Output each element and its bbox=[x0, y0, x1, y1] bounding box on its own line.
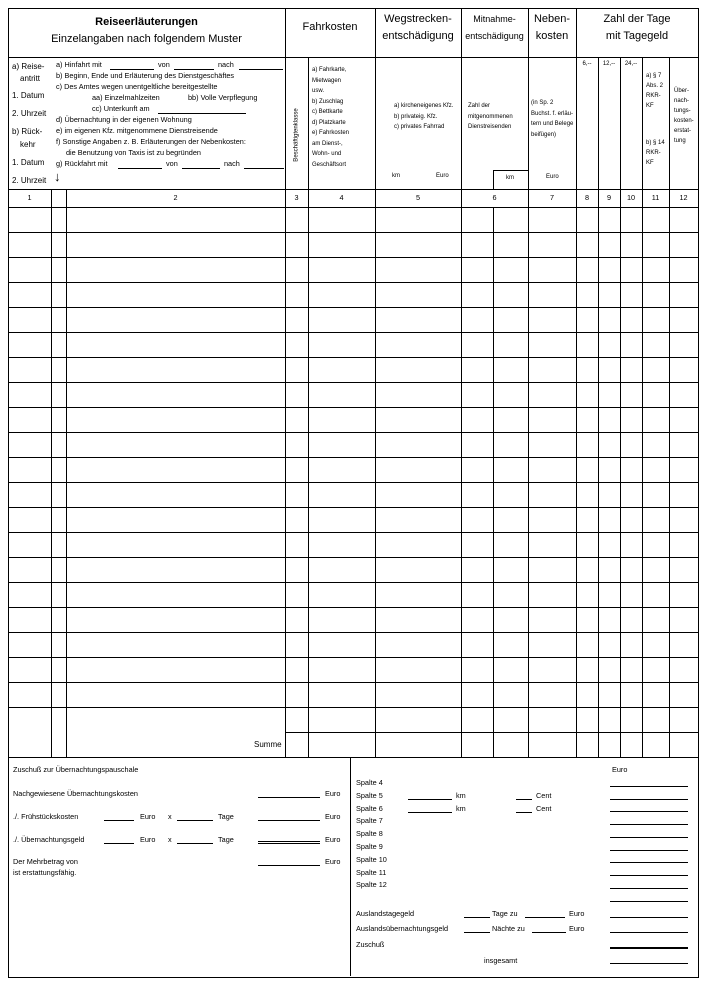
bl-euro-2: Euro bbox=[325, 812, 341, 821]
tage-head-2: mit Tagegeld bbox=[605, 30, 669, 42]
col-divider-11 bbox=[669, 57, 670, 757]
label-uhrzeit-1: 2. Uhrzeit bbox=[12, 109, 47, 118]
fahrkosten-item: Mietwagen bbox=[312, 77, 342, 84]
header-divider bbox=[8, 57, 698, 58]
amount-line[interactable] bbox=[610, 932, 688, 933]
bl-ueber-euro: Euro bbox=[140, 835, 156, 844]
fahrkosten-item: Wohn- und bbox=[312, 151, 342, 157]
table-row-line bbox=[8, 407, 698, 408]
amount-line[interactable] bbox=[610, 862, 688, 863]
br-tage-zu: Tage zu bbox=[492, 909, 518, 918]
spalte5-input-line[interactable] bbox=[516, 799, 532, 800]
bl-ueber-tage: Tage bbox=[218, 835, 234, 844]
table-row-line bbox=[8, 382, 698, 383]
ueber-tage-line[interactable] bbox=[177, 843, 213, 844]
instr-c: c) Des Amtes wegen unentgeltliche bereitgestellte bbox=[56, 82, 218, 91]
table-row-line bbox=[8, 557, 698, 558]
column-number: 10 bbox=[626, 193, 636, 202]
rueckfahrt-mit-line[interactable] bbox=[118, 168, 162, 169]
bottom-divider bbox=[350, 757, 351, 976]
mitnahme-item: Zahl der bbox=[468, 103, 491, 109]
table-row-line bbox=[8, 532, 698, 533]
mitnahme-item: Dienstreisenden bbox=[468, 124, 512, 130]
bl-mehrbetrag-2: ist erstattungsfähig. bbox=[13, 868, 77, 877]
hinfahrt-von-line[interactable] bbox=[174, 69, 214, 70]
spalte-label: Spalte 5 bbox=[356, 790, 383, 800]
col-divider-6 bbox=[528, 8, 529, 757]
fruehstueck-total-line[interactable] bbox=[258, 820, 320, 821]
spalte-label: Spalte 11 bbox=[356, 867, 387, 877]
nebenkosten-item: (in Sp. 2 bbox=[531, 100, 554, 106]
amount-line[interactable] bbox=[610, 963, 688, 964]
instr-d: d) Übernachtung in der eigenen Wohnung bbox=[56, 115, 192, 124]
spalte-label: Spalte 8 bbox=[356, 829, 383, 839]
wegstrecken-item: b) privateig. Kfz. bbox=[394, 113, 438, 120]
ueber-total-line[interactable] bbox=[258, 841, 320, 844]
spalte-cent: Cent bbox=[536, 790, 552, 800]
amount-line[interactable] bbox=[610, 917, 688, 918]
br-euro-head: Euro bbox=[612, 765, 628, 774]
weg-km: km bbox=[392, 173, 400, 179]
table-row-line bbox=[8, 657, 698, 658]
br-insgesamt: insgesamt bbox=[484, 956, 518, 965]
fahrkosten-item: e) Fahrkosten bbox=[312, 130, 350, 136]
spalte-km: km bbox=[456, 790, 466, 800]
fahrkosten-item: am Dienst-, bbox=[312, 140, 343, 147]
rueckfahrt-nach-line[interactable] bbox=[244, 168, 284, 169]
col-divider-5a bbox=[493, 207, 494, 757]
form-subtitle: Einzelangaben nach folgendem Muster bbox=[51, 33, 242, 45]
tage-head-1: Zahl der Tage bbox=[603, 13, 671, 25]
wegstrecken-head-2: entschädigung bbox=[382, 30, 454, 42]
label-uhrzeit-2: 2. Uhrzeit bbox=[12, 176, 47, 185]
unterkunft-line[interactable] bbox=[158, 113, 246, 114]
mit-km: km bbox=[506, 175, 514, 181]
instr-aa: aa) Einzelmahlzeiten bbox=[92, 93, 160, 102]
summe-label: Summe bbox=[254, 740, 282, 749]
colnum-bottom bbox=[8, 207, 698, 208]
amount-line[interactable] bbox=[610, 888, 688, 889]
col-divider-9 bbox=[620, 57, 621, 757]
spalte-km: km bbox=[456, 803, 466, 813]
amount-line[interactable] bbox=[610, 824, 688, 825]
column-number: 2 bbox=[173, 193, 178, 202]
amount-line[interactable] bbox=[610, 799, 688, 800]
column-number: 11 bbox=[651, 193, 660, 202]
col11-item: a) § 7 bbox=[646, 73, 662, 79]
neben-head-1: Neben- bbox=[533, 13, 571, 25]
instr-g-von: von bbox=[166, 159, 178, 168]
spalte-label: Spalte 9 bbox=[356, 842, 383, 851]
spalte6-input-line[interactable] bbox=[408, 812, 452, 813]
spalte-label: Spalte 7 bbox=[356, 816, 383, 826]
col12-item: tung bbox=[674, 138, 686, 144]
nebenkosten-item: tern und Belege bbox=[531, 121, 574, 127]
col11-item: RKR- bbox=[646, 93, 661, 99]
mehrbetrag-line[interactable] bbox=[258, 865, 320, 866]
fahrkosten-item: Geschäftsort bbox=[312, 161, 347, 168]
label-kehr: kehr bbox=[20, 140, 36, 149]
amount-line[interactable] bbox=[610, 837, 688, 838]
col12-item: Über- bbox=[674, 88, 690, 94]
table-row-line bbox=[8, 357, 698, 358]
table-row-line bbox=[8, 482, 698, 483]
form-title: Reiseerläuterungen bbox=[95, 16, 198, 28]
column-number: 3 bbox=[294, 193, 299, 202]
col6-km-box-left bbox=[493, 170, 494, 189]
label-datum-2: 1. Datum bbox=[12, 158, 45, 167]
table-row-line bbox=[8, 707, 698, 708]
spalte-cent: Cent bbox=[536, 803, 552, 813]
amount-line[interactable] bbox=[610, 850, 688, 851]
spalte6-input-line[interactable] bbox=[516, 812, 532, 813]
neben-head-2: kosten bbox=[535, 30, 569, 42]
rueckfahrt-von-line[interactable] bbox=[182, 168, 220, 169]
amount-line[interactable] bbox=[610, 947, 688, 949]
col-divider-10 bbox=[642, 57, 643, 757]
bl-euro-1: Euro bbox=[325, 789, 341, 798]
col-divider-1a bbox=[51, 189, 52, 757]
fruehstueck-tage-line[interactable] bbox=[177, 820, 213, 821]
wegstrecken-item: c) privates Fahrrad bbox=[394, 124, 445, 130]
wegstrecken-item: a) kircheneigenes Kfz. bbox=[394, 103, 454, 109]
spalte5-input-line[interactable] bbox=[408, 799, 452, 800]
col12-item: tungs- bbox=[674, 108, 691, 114]
amount-line[interactable] bbox=[610, 786, 688, 787]
col-divider-7 bbox=[576, 8, 577, 757]
spalte-label: Spalte 10 bbox=[356, 854, 387, 864]
table-row-line bbox=[8, 607, 698, 608]
weg-euro: Euro bbox=[436, 173, 449, 179]
instr-g: g) Rückfahrt mit bbox=[56, 159, 108, 168]
nachgewiesen-line[interactable] bbox=[258, 797, 320, 798]
fruehstueck-amount-line[interactable] bbox=[104, 820, 134, 821]
br-zuschuss: Zuschuß bbox=[356, 940, 385, 949]
table-row-line bbox=[8, 457, 698, 458]
fahrkosten-item: a) Fahrkarte, bbox=[312, 67, 347, 73]
column-number: 6 bbox=[492, 193, 497, 202]
mitnahme-head-1: Mitnahme- bbox=[473, 14, 516, 24]
nebenkosten-item: beifügen) bbox=[531, 131, 557, 138]
col3-label: Beschäftigtenklasse bbox=[293, 108, 300, 162]
col12-item: erstat- bbox=[674, 128, 692, 134]
auslandstagegeld-line-2[interactable] bbox=[525, 917, 565, 918]
table-row-line bbox=[285, 732, 698, 733]
column-number: 9 bbox=[606, 193, 612, 202]
table-row-line bbox=[8, 432, 698, 433]
fahrkosten-item: usw. bbox=[312, 88, 325, 94]
instr-cc: cc) Unterkunft am bbox=[92, 104, 150, 113]
label-rueck: b) Rück- bbox=[12, 127, 43, 136]
column-number: 7 bbox=[549, 193, 555, 202]
auslandsueber-line-2[interactable] bbox=[532, 932, 566, 933]
label-antritt: antritt bbox=[20, 74, 41, 83]
col-divider-2 bbox=[285, 8, 286, 757]
label-datum-1: 1. Datum bbox=[12, 91, 45, 100]
column-number: 8 bbox=[584, 193, 590, 202]
table-row-line bbox=[8, 332, 698, 333]
instr-e: e) im eigenen Kfz. mitgenommene Dienstreisende bbox=[56, 126, 218, 135]
table-bottom bbox=[8, 757, 698, 758]
hinfahrt-mit-line[interactable] bbox=[110, 69, 154, 70]
neben-euro: Euro bbox=[546, 174, 559, 180]
bl-fruehstueck-euro: Euro bbox=[140, 812, 156, 821]
column-number: 5 bbox=[415, 193, 421, 202]
hinfahrt-nach-line[interactable] bbox=[239, 69, 283, 70]
table-row-line bbox=[8, 582, 698, 583]
col12-item: nach- bbox=[674, 98, 690, 104]
bl-mehrbetrag-1: Der Mehrbetrag von bbox=[13, 857, 78, 866]
instr-f2: die Benutzung von Taxis ist zu begründen bbox=[66, 148, 201, 157]
nebenkosten-item: Buchst. f. erläu- bbox=[531, 110, 574, 117]
table-row-line bbox=[8, 307, 698, 308]
mitnahme-head-2: entschädigung bbox=[465, 31, 524, 41]
amount-line[interactable] bbox=[610, 875, 688, 876]
bl-euro-3: Euro bbox=[325, 835, 341, 844]
bl-nachgewiesen: Nachgewiesene Übernachtungskosten bbox=[13, 789, 138, 798]
col-divider-4 bbox=[375, 8, 376, 757]
instr-f1: f) Sonstige Angaben z. B. Erläuterungen der Nebenkosten: bbox=[56, 137, 246, 146]
column-number: 1 bbox=[27, 193, 32, 202]
auslandstagegeld-line-1[interactable] bbox=[464, 917, 490, 918]
col-divider-8 bbox=[598, 57, 599, 757]
instr-bb: bb) Volle Verpflegung bbox=[188, 93, 258, 102]
col11-item: RKR- bbox=[646, 150, 661, 156]
instr-a-hinfahrt: a) Hinfahrt mit bbox=[56, 60, 102, 69]
subheader-bottom bbox=[8, 189, 698, 190]
bl-fruehstueck-tage: Tage bbox=[218, 812, 234, 821]
instr-g-nach: nach bbox=[224, 159, 240, 168]
tage-head-24: 24,-- bbox=[624, 61, 638, 67]
bl-euro-4: Euro bbox=[325, 857, 341, 866]
auslandsueber-line-1[interactable] bbox=[464, 932, 490, 933]
instr-a-nach: nach bbox=[218, 60, 234, 69]
table-row-line bbox=[8, 632, 698, 633]
wegstrecken-head-1: Wegstrecken- bbox=[384, 13, 452, 25]
spalte-label: Spalte 12 bbox=[356, 880, 387, 890]
col11-item: Abs. 2 bbox=[646, 83, 664, 89]
col6-km-box-top bbox=[493, 170, 528, 171]
bl-fruehstueck-x: x bbox=[168, 812, 172, 821]
col11-item: b) § 14 bbox=[646, 140, 665, 146]
col11-item: KF bbox=[646, 103, 654, 109]
col12-item: kosten- bbox=[674, 118, 694, 124]
spalte-label: Spalte 4 bbox=[356, 778, 383, 787]
ueber-amount-line[interactable] bbox=[104, 843, 134, 844]
amount-line[interactable] bbox=[610, 901, 688, 902]
fahrkosten-item: d) Platzkarte bbox=[312, 119, 346, 126]
column-number: 4 bbox=[339, 193, 344, 202]
instr-b: b) Beginn, Ende und Erläuterung des Dienstgeschäftes bbox=[56, 71, 235, 80]
amount-line[interactable] bbox=[610, 811, 688, 812]
down-arrow-icon: ↓ bbox=[54, 169, 61, 184]
column-number: 12 bbox=[679, 193, 688, 202]
col-divider-1b bbox=[66, 189, 67, 757]
col11-item: KF bbox=[646, 160, 654, 166]
table-row-line bbox=[8, 682, 698, 683]
table-row-line bbox=[8, 232, 698, 233]
fahrkosten-item: b) Zuschlag bbox=[312, 98, 344, 105]
br-euro-b: Euro bbox=[569, 924, 585, 933]
bl-fruehstueck: ./. Frühstückskosten bbox=[13, 812, 79, 821]
table-row-line bbox=[8, 282, 698, 283]
instr-a-von: von bbox=[158, 60, 170, 69]
br-naechte-zu: Nächte zu bbox=[492, 924, 525, 933]
fahrkosten-item: c) Bettkarte bbox=[312, 109, 343, 115]
table-row-line bbox=[8, 257, 698, 258]
bl-ueber-x: x bbox=[168, 835, 172, 844]
label-reise: a) Reise- bbox=[12, 62, 45, 71]
br-euro-a: Euro bbox=[569, 909, 585, 918]
bl-uebernachtungsgeld: ./. Übernachtungsgeld bbox=[13, 835, 85, 844]
tage-head-6: 6,-- bbox=[582, 61, 592, 67]
bl-zuschuss: Zuschuß zur Übernachtungspauschale bbox=[13, 765, 139, 774]
br-auslandsueber: Auslandsübernachtungsgeld bbox=[356, 924, 449, 933]
table-row-line bbox=[8, 507, 698, 508]
mitnahme-item: mitgenommenen bbox=[468, 113, 513, 120]
spalte-label: Spalte 6 bbox=[356, 803, 383, 813]
col-divider-3 bbox=[308, 57, 309, 757]
col-divider-5 bbox=[461, 8, 462, 757]
tage-head-12: 12,-- bbox=[602, 61, 616, 67]
fahrkosten-head: Fahrkosten bbox=[302, 21, 358, 33]
br-auslandstagegeld: Auslandstagegeld bbox=[356, 909, 415, 918]
